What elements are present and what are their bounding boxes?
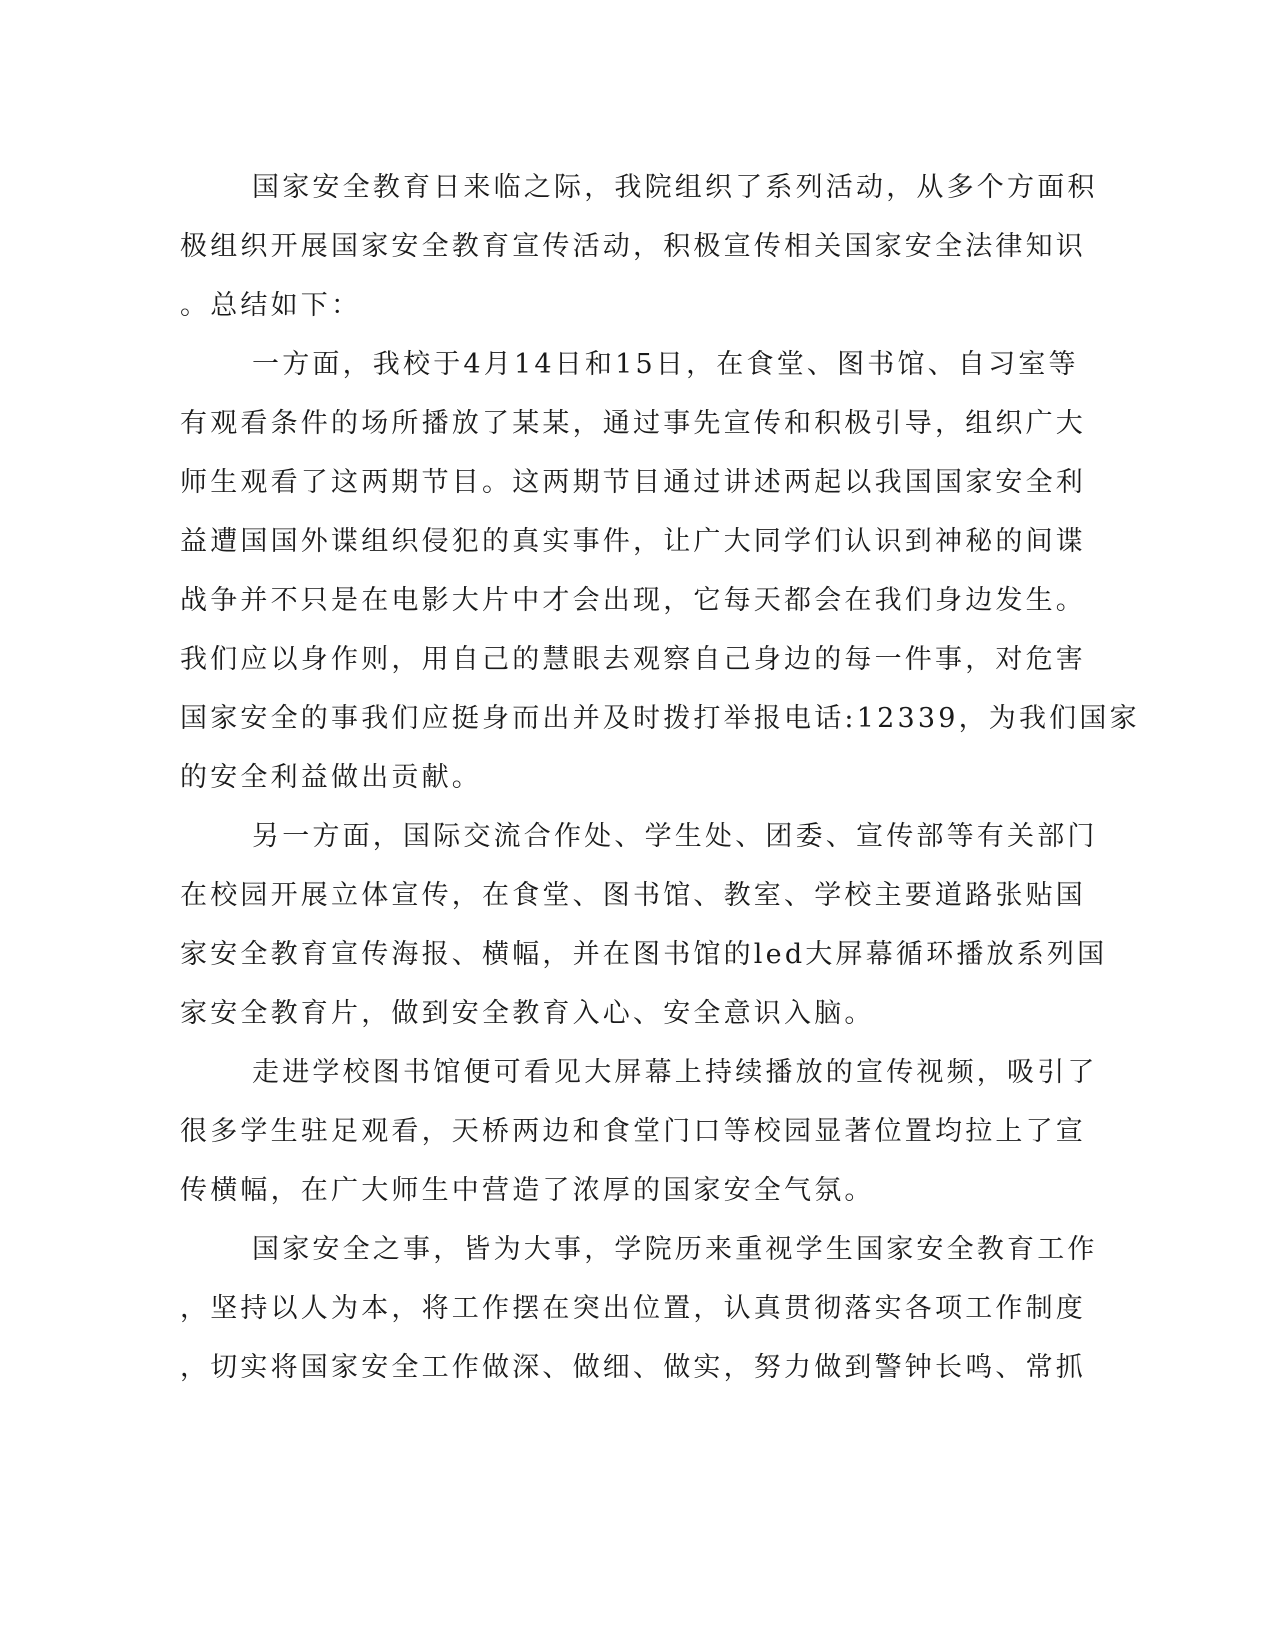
paragraph-2-line-5: 战争并不只是在电影大片中才会出现，它每天都会在我们身边发生。 [180, 585, 1086, 616]
paragraph-3-line-2: 在校园开展立体宣传，在食堂、图书馆、教室、学校主要道路张贴国 [180, 880, 1086, 911]
paragraph-1-line-3: 。总结如下： [180, 290, 362, 321]
paragraph-5-line-3: ，切实将国家安全工作做深、做细、做实，努力做到警钟长鸣、常抓 [180, 1352, 1086, 1383]
paragraph-4-line-2: 很多学生驻足观看，天桥两边和食堂门口等校园显著位置均拉上了宣 [180, 1116, 1086, 1147]
paragraph-2-line-1: 一方面，我校于4月14日和15日，在食堂、图书馆、自习室等 [252, 349, 1079, 380]
paragraph-4-line-1: 走进学校图书馆便可看见大屏幕上持续播放的宣传视频，吸引了 [252, 1057, 1098, 1088]
paragraph-4-line-3: 传横幅，在广大师生中营造了浓厚的国家安全气氛。 [180, 1175, 875, 1206]
paragraph-1-line-1: 国家安全教育日来临之际，我院组织了系列活动，从多个方面积 [252, 172, 1098, 203]
paragraph-2-line-8: 的安全利益做出贡献。 [180, 762, 482, 793]
paragraph-1-line-2: 极组织开展国家安全教育宣传活动，积极宣传相关国家安全法律知识 [180, 231, 1086, 262]
document-body [180, 158, 1140, 1397]
paragraph-2-line-2: 有观看条件的场所播放了某某，通过事先宣传和积极引导，组织广大 [180, 408, 1086, 439]
paragraph-3-line-1: 另一方面，国际交流合作处、学生处、团委、宣传部等有关部门 [252, 821, 1098, 852]
paragraph-2-line-7: 国家安全的事我们应挺身而出并及时拨打举报电话:12339，为我们国家 [180, 703, 1140, 734]
paragraph-5-line-1: 国家安全之事，皆为大事，学院历来重视学生国家安全教育工作 [252, 1234, 1098, 1265]
paragraph-5-line-2: ，坚持以人为本，将工作摆在突出位置，认真贯彻落实各项工作制度 [180, 1293, 1086, 1324]
paragraph-2-line-4: 益遭国国外谍组织侵犯的真实事件，让广大同学们认识到神秘的间谍 [180, 526, 1086, 557]
paragraph-2-line-6: 我们应以身作则，用自己的慧眼去观察自己身边的每一件事，对危害 [180, 644, 1086, 675]
paragraph-3-line-4: 家安全教育片，做到安全教育入心、安全意识入脑。 [180, 998, 875, 1029]
paragraph-3-line-3: 家安全教育宣传海报、横幅，并在图书馆的led大屏幕循环播放系列国 [180, 939, 1108, 970]
paragraph-2-line-3: 师生观看了这两期节目。这两期节目通过讲述两起以我国国家安全利 [180, 467, 1086, 498]
